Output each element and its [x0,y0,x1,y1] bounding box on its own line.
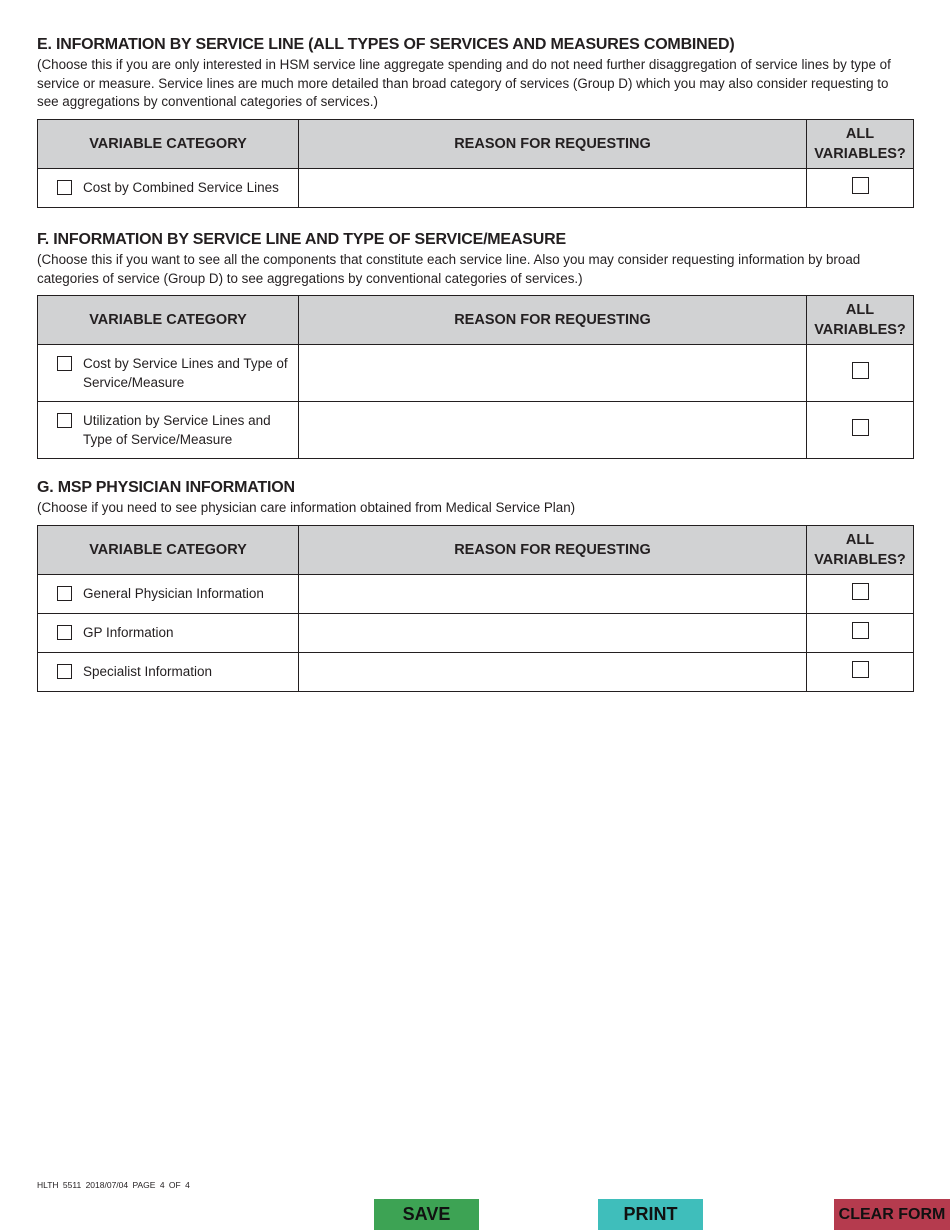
variable-label: Cost by Service Lines and Type of Service/Measure [83,356,288,390]
section-f-title: F. INFORMATION BY SERVICE LINE AND TYPE OF SERVICE/MEASURE [37,231,566,248]
table-row [38,402,914,459]
section-f-description: (Choose this if you want to see all the components that constitute each service line. Also you may consider requesting information by broad categories of service (Group D) to see aggregations by conventional categories of services.) [37,252,861,286]
header-variable-category: VARIABLE CATEGORY [38,119,299,168]
clear-form-button[interactable]: CLEAR FORM [834,1199,950,1230]
section-g-table [37,525,914,692]
section-f [37,230,913,459]
reason-input[interactable] [299,614,806,652]
reason-input[interactable] [299,575,806,613]
reason-input[interactable] [299,653,806,691]
reason-cell [299,402,807,459]
header-variable-category: VARIABLE CATEGORY [38,525,299,574]
reason-cell [299,168,807,207]
save-button[interactable]: SAVE [374,1199,479,1230]
header-reason: REASON FOR REQUESTING [299,296,807,345]
section-e [37,35,913,208]
utilization-service-lines-type-checkbox[interactable] [57,413,72,428]
section-e-title: E. INFORMATION BY SERVICE LINE (ALL TYPES OF SERVICES AND MEASURES COMBINED) [37,36,735,53]
variable-label: General Physician Information [83,586,264,601]
all-variables-checkbox[interactable] [852,661,869,678]
table-row [38,652,914,691]
specialist-information-checkbox[interactable] [57,664,72,679]
section-e-description: (Choose this if you are only interested in HSM service line aggregate spending and do not need further disaggregation of service lines by type of service or measure. Service lines are much more detailed than broad category of services (Group D) which you may also consider requesting to see aggregations by conventional categories of services.) [37,57,891,109]
variable-cell [38,652,299,691]
variable-label: GP Information [83,625,174,640]
all-variables-checkbox[interactable] [852,622,869,639]
table-row [38,574,914,613]
header-reason: REASON FOR REQUESTING [299,525,807,574]
header-all-line2: VARIABLES? [814,551,906,568]
all-variables-checkbox[interactable] [852,583,869,600]
header-all-variables [807,296,914,345]
variable-cell [38,402,299,459]
header-all-variables [807,119,914,168]
cost-combined-service-lines-checkbox[interactable] [57,180,72,195]
all-variables-cell [807,613,914,652]
header-all-line2: VARIABLES? [814,322,906,338]
section-f-table [37,295,914,459]
all-variables-checkbox[interactable] [852,419,869,436]
reason-cell [299,652,807,691]
table-row [38,168,914,207]
variable-label: Specialist Information [83,664,213,679]
section-g-title: G. MSP PHYSICIAN INFORMATION [37,479,295,496]
form-code: HLTH 5511 2018/07/04 PAGE 4 OF 4 [37,1180,190,1190]
all-variables-checkbox[interactable] [852,177,869,194]
table-row [38,613,914,652]
general-physician-checkbox[interactable] [57,586,72,601]
section-e-table [37,119,914,208]
reason-input[interactable] [299,169,806,207]
reason-input[interactable] [299,345,806,401]
header-reason: REASON FOR REQUESTING [299,119,807,168]
variable-cell [38,168,299,207]
reason-cell [299,613,807,652]
variable-label: Cost by Combined Service Lines [83,180,279,195]
all-variables-cell [807,574,914,613]
section-g-description: (Choose if you need to see physician care information obtained from Medical Service Plan) [37,500,576,515]
variable-cell [38,345,299,402]
cost-service-lines-type-checkbox[interactable] [57,356,72,371]
gp-information-checkbox[interactable] [57,625,72,640]
all-variables-cell [807,168,914,207]
variable-cell [38,613,299,652]
all-variables-cell [807,345,914,402]
reason-cell [299,574,807,613]
header-variable-category: VARIABLE CATEGORY [38,296,299,345]
header-all-line2: VARIABLES? [814,145,906,162]
section-g [37,478,913,692]
header-all-line1: ALL [845,531,875,548]
table-row [38,345,914,402]
variable-cell [38,574,299,613]
reason-cell [299,345,807,402]
all-variables-checkbox[interactable] [852,362,869,379]
all-variables-cell [807,402,914,459]
header-all-line1: ALL [845,125,875,142]
reason-input[interactable] [299,402,806,458]
print-button[interactable]: PRINT [598,1199,703,1230]
all-variables-cell [807,652,914,691]
header-all-variables [807,525,914,574]
variable-label: Utilization by Service Lines and Type of Service/Measure [83,413,271,447]
header-all-line1: ALL [845,302,875,318]
